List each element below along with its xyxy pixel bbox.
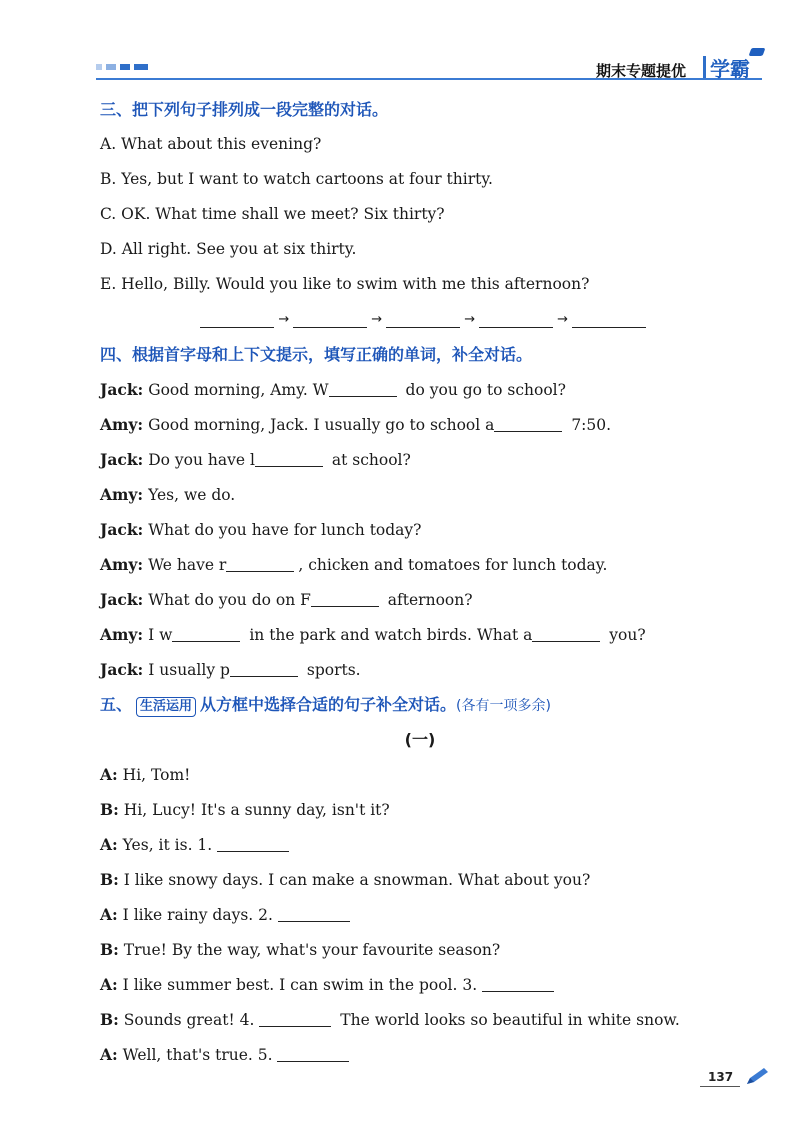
s5-line-3 — [100, 827, 740, 862]
header-title: 期末专题提优 — [596, 62, 687, 80]
dialogue-text: Well, that's true. 5. — [117, 1046, 273, 1064]
s3-item-a: A. What about this evening? — [100, 135, 322, 153]
section-5-number: 五、 — [100, 695, 133, 714]
s5-line-8 — [100, 1002, 740, 1037]
dialogue-text: Good morning, Amy. W — [143, 381, 329, 399]
speaker-label: Jack: — [100, 590, 144, 609]
section-5-instruction: 从方框中选择合适的句子补全对话。 — [200, 695, 457, 714]
s4-line-9 — [100, 652, 740, 687]
speaker-label: A: — [100, 835, 118, 854]
s4-line-6 — [100, 547, 740, 582]
order-blank-3[interactable] — [386, 311, 460, 328]
section-5-heading — [100, 687, 740, 722]
dialogue-text: in the park and watch birds. What a — [244, 626, 533, 644]
dialogue-text: I usually p — [143, 661, 230, 679]
dialogue-text: Hi, Lucy! It's a sunny day, isn't it? — [118, 801, 390, 819]
dialogue-text: I like rainy days. 2. — [117, 906, 273, 924]
speaker-label: A: — [100, 765, 118, 784]
arrow-icon: → — [371, 312, 383, 327]
speaker-label: Amy: — [100, 555, 144, 574]
footer-rule — [700, 1086, 740, 1087]
s4-line-4 — [100, 477, 740, 512]
dialogue-text: Sounds great! 4. — [118, 1011, 255, 1029]
answer-blank[interactable] — [226, 555, 294, 572]
grad-cap-icon — [749, 48, 766, 56]
answer-blank-5[interactable] — [277, 1045, 349, 1062]
section-5-note: (各有一项多余) — [456, 698, 551, 714]
s4-line-1 — [100, 372, 740, 407]
dialogue-text: I like summer best. I can swim in the pool. 3. — [117, 976, 478, 994]
dialogue-text: 7:50. — [566, 416, 612, 434]
speaker-label: Jack: — [100, 660, 144, 679]
arrow-icon: → — [557, 312, 568, 327]
order-blank-2[interactable] — [293, 311, 367, 328]
dialogue-text: True! By the way, what's your favourite season? — [118, 941, 501, 959]
answer-blank-3[interactable] — [482, 975, 554, 992]
answer-blank-4[interactable] — [259, 1010, 331, 1027]
pen-icon — [744, 1066, 770, 1086]
dialogue-text: afternoon? — [382, 591, 473, 609]
dialogue-text: I like snowy days. I can make a snowman. What about you? — [118, 871, 591, 889]
speaker-label: B: — [100, 800, 119, 819]
order-blank-4[interactable] — [479, 311, 553, 328]
s4-line-5 — [100, 512, 740, 547]
speaker-label: A: — [100, 905, 118, 924]
s4-line-8 — [100, 617, 740, 652]
s5-line-5 — [100, 897, 740, 932]
speaker-label: A: — [100, 1045, 118, 1064]
dialogue-text: I w — [143, 626, 173, 644]
speaker-label: B: — [100, 1010, 119, 1029]
s5-line-1 — [100, 757, 740, 792]
speaker-label: Jack: — [100, 380, 144, 399]
s5-line-4 — [100, 862, 740, 897]
s5-line-7 — [100, 967, 740, 1002]
answer-blank[interactable] — [172, 625, 240, 642]
s3-item-c: C. OK. What time shall we meet? Six thirty? — [100, 205, 445, 223]
speaker-label: Amy: — [100, 485, 144, 504]
dialogue-text: you? — [604, 626, 646, 644]
speaker-label: B: — [100, 870, 119, 889]
dialogue-text: Hi, Tom! — [117, 766, 191, 784]
s3-order-answer-row — [100, 302, 740, 337]
page-number: 137 — [708, 1070, 734, 1084]
section-4-heading: 四、根据首字母和上下文提示，填写正确的单词，补全对话。 — [100, 345, 533, 364]
s3-item-e: E. Hello, Billy. Would you like to swim with me this afternoon? — [100, 275, 590, 293]
answer-blank[interactable] — [494, 415, 562, 432]
s5-line-9 — [100, 1037, 740, 1072]
dialogue-text: Good morning, Jack. I usually go to school a — [143, 416, 495, 434]
dialogue-text: We have r — [143, 556, 227, 574]
answer-blank[interactable] — [230, 660, 298, 677]
page-content — [100, 92, 740, 1072]
life-use-tag: 生活运用 — [136, 697, 196, 717]
dialogue-text: sports. — [301, 661, 361, 679]
answer-blank[interactable] — [311, 590, 379, 607]
answer-blank[interactable] — [255, 450, 323, 467]
answer-blank-1[interactable] — [217, 835, 289, 852]
s3-item-b: B. Yes, but I want to watch cartoons at four thirty. — [100, 170, 493, 188]
section-3-heading: 三、把下列句子排列成一段完整的对话。 — [100, 100, 389, 119]
speaker-label: Jack: — [100, 450, 144, 469]
arrow-icon: → — [278, 312, 290, 327]
s4-line-3 — [100, 442, 740, 477]
s3-item-d: D. All right. See you at six thirty. — [100, 240, 357, 258]
answer-blank[interactable] — [532, 625, 600, 642]
speaker-label: A: — [100, 975, 118, 994]
speaker-label: Amy: — [100, 625, 144, 644]
dialogue-text: Yes, we do. — [143, 486, 236, 504]
answer-blank-2[interactable] — [278, 905, 350, 922]
dialogue-text: do you go to school? — [400, 381, 566, 399]
order-blank-5[interactable] — [572, 311, 646, 328]
dialogue-text: What do you have for lunch today? — [143, 521, 422, 539]
answer-blank[interactable] — [329, 380, 397, 397]
dialogue-text: What do you do on F — [143, 591, 311, 609]
dialogue-text: at school? — [326, 451, 411, 469]
speaker-label: Jack: — [100, 520, 144, 539]
speaker-label: Amy: — [100, 415, 144, 434]
header-brand: 学霸 — [710, 57, 750, 81]
arrow-icon: → — [464, 312, 476, 327]
speaker-label: B: — [100, 940, 119, 959]
page-header — [0, 0, 800, 86]
s4-line-2 — [100, 407, 740, 442]
part-one-title: (一) — [404, 730, 436, 749]
s4-line-7 — [100, 582, 740, 617]
order-blank-1[interactable] — [200, 311, 274, 328]
dialogue-text: Yes, it is. 1. — [117, 836, 213, 854]
s5-line-2 — [100, 792, 740, 827]
dialogue-text: The world looks so beautiful in white snow. — [335, 1011, 680, 1029]
dialogue-text: Do you have l — [143, 451, 255, 469]
header-separator — [703, 56, 706, 78]
s5-line-6 — [100, 932, 740, 967]
dialogue-text: , chicken and tomatoes for lunch today. — [298, 556, 608, 574]
header-decor-blocks — [96, 64, 148, 70]
